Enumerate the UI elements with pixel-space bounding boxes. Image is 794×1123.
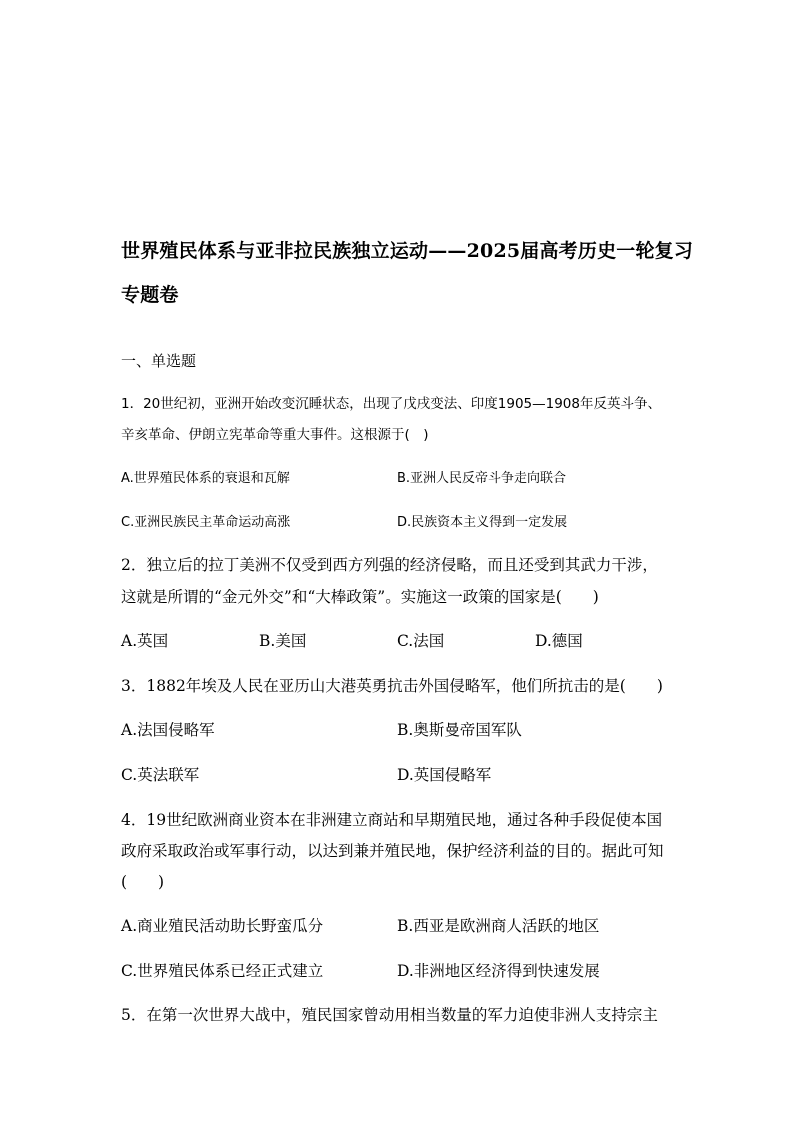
question-1-line-2: 辛亥革命、伊朗立宪革命等重大事件。这根源于( )	[121, 427, 429, 443]
question-4-option-a: A.商业殖民活动助长野蛮瓜分	[121, 917, 324, 935]
question-2-option-b: B.美国	[259, 632, 307, 650]
question-4-option-d: D.非洲地区经济得到快速发展	[397, 962, 600, 980]
question-1-option-b: B.亚洲人民反帝斗争走向联合	[397, 471, 567, 486]
question-4-line-3: ( )	[121, 873, 165, 891]
question-4-option-b: B.西亚是欧洲商人活跃的地区	[397, 917, 600, 935]
question-2-option-a: A.英国	[121, 632, 169, 650]
question-4-line-2: 政府采取政治或军事行动，以达到兼并殖民地，保护经济利益的目的。据此可知	[121, 842, 664, 860]
document-title-line-2: 专题卷	[121, 284, 179, 306]
question-3-option-a: A.法国侵略军	[121, 721, 215, 739]
section-heading: 一、单选题	[121, 352, 197, 370]
question-2-option-d: D.德国	[535, 632, 583, 650]
question-3-option-c: C.英法联军	[121, 766, 200, 784]
question-3-option-d: D.英国侵略军	[397, 766, 492, 784]
question-4-option-c: C.世界殖民体系已经正式建立	[121, 962, 324, 980]
question-5-line-1: 5．在第一次世界大战中，殖民国家曾动用相当数量的军力迫使非洲人支持宗主	[121, 1006, 658, 1024]
document-title-line-1: 世界殖民体系与亚非拉民族独立运动——2025届高考历史一轮复习	[121, 240, 694, 262]
question-3-line-1: 3．1882年埃及人民在亚历山大港英勇抗击外国侵略军，他们所抗击的是( )	[121, 677, 663, 695]
question-3-option-b: B.奥斯曼帝国军队	[397, 721, 522, 739]
question-1-option-a: A.世界殖民体系的衰退和瓦解	[121, 471, 290, 486]
question-2-line-1: 2．独立后的拉丁美洲不仅受到西方列强的经济侵略，而且还受到其武力干涉，	[121, 556, 658, 574]
question-2-line-2: 这就是所谓的“金元外交”和“大棒政策”。实施这一政策的国家是( )	[121, 588, 599, 606]
question-1-line-1: 1．20世纪初，亚洲开始改变沉睡状态，出现了戊戌变法、印度1905—1908年反英斗争、	[121, 396, 661, 412]
question-1-option-c: C.亚洲民族民主革命运动高涨	[121, 515, 291, 530]
question-1-option-d: D.民族资本主义得到一定发展	[397, 515, 568, 530]
question-2-option-c: C.法国	[397, 632, 445, 650]
question-4-line-1: 4．19世纪欧洲商业资本在非洲建立商站和早期殖民地，通过各种手段促使本国	[121, 811, 663, 829]
